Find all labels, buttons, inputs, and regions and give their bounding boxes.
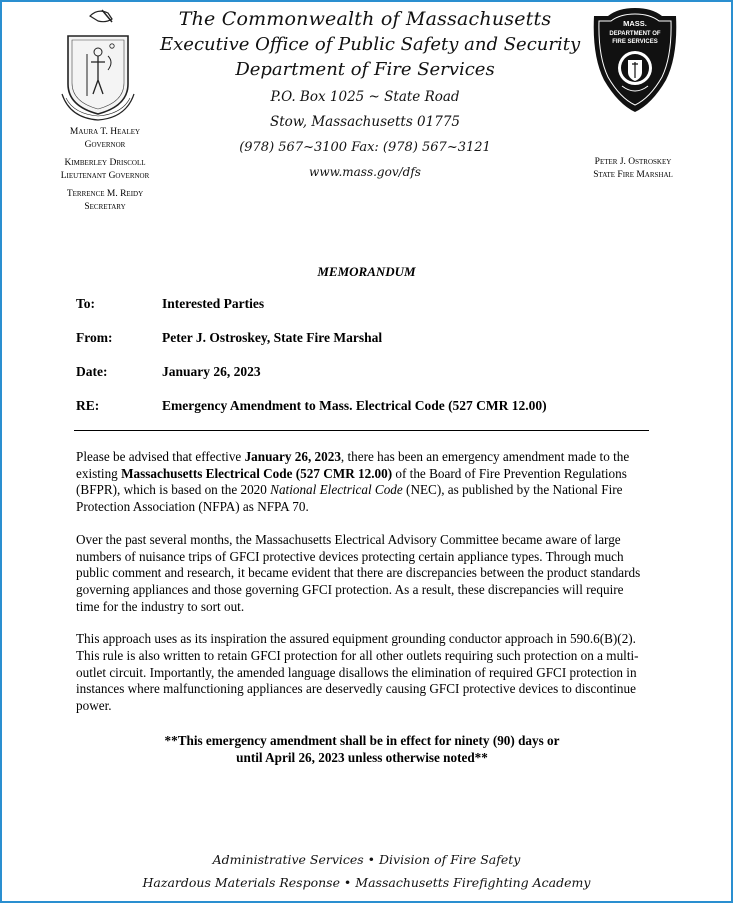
p1-text: of the Board of Fire Prevention Regulations (BFPR), which is based on the 2020	[76, 465, 627, 498]
memo-body	[76, 449, 648, 731]
memo-to-row	[76, 296, 264, 312]
badge-line3-text: FIRE SERVICES	[612, 39, 658, 45]
official-title: Governor	[84, 140, 126, 150]
p1-text: (NEC), as published by the National Fire Protection Association (NFPA) as NFPA 70.	[76, 482, 623, 515]
official-title: State Fire Marshal	[593, 170, 673, 180]
official-name: Maura T. Healey	[69, 127, 141, 137]
memo-from-label: From:	[76, 330, 113, 345]
official-title: Lieutenant Governor	[60, 171, 150, 181]
memo-from-value: Peter J. Ostroskey, State Fire Marshal	[162, 330, 383, 345]
official-title: Secretary	[84, 202, 126, 212]
divider	[74, 430, 649, 431]
officials-list	[40, 126, 170, 219]
office-title: Executive Office of Public Safety and Security	[160, 34, 581, 55]
footer-line-1: Administrative Services • Division of Fire Safety	[212, 852, 521, 867]
p1-text: Please be advised that effective	[76, 449, 245, 464]
p1-text: , there has been an emergency amendment made to the existing	[76, 449, 630, 481]
official-secretary	[40, 188, 170, 214]
paragraph-1	[76, 449, 648, 516]
official-lt-governor	[40, 157, 170, 183]
letterhead	[160, 6, 581, 184]
paragraph-3: This approach uses as its inspiration the assured equipment grounding conductor approach in 590.6(B)(2). This rule is also written to retain GFCI protection for all other outlets requiring such protection on a multi-outlet circuit. Importantly, the amended language disallows the elimination of required GFCI protection in instances where malfunctioning appliances are deservedly causing GFCI protective devices to discontinue power.	[76, 631, 639, 714]
department-title: Department of Fire Services	[235, 59, 495, 80]
official-name: Kimberley Driscoll	[64, 158, 146, 168]
phone-fax: (978) 567~3100 Fax: (978) 567~3121	[239, 140, 491, 155]
notice-line-1: **This emergency amendment shall be in effect for ninety (90) days or	[164, 733, 560, 748]
effective-notice	[76, 733, 648, 766]
memo-re-row	[76, 398, 547, 414]
memo-re-label: RE:	[76, 398, 100, 413]
fire-services-badge-icon	[592, 6, 678, 114]
memo-from-row	[76, 330, 382, 346]
paragraph-2: Over the past several months, the Massachusetts Electrical Advisory Committee became aware of large numbers of nuisance trips of GFCI protective devices protecting certain appliance types. Through much public comment and research, it became evident that there are discrepancies between the product standards governing appliances and those governing GFCI protection. As a result, these discrepancies will require time for the industry to sort out.	[76, 531, 641, 614]
po-box: P.O. Box 1025 ~ State Road	[270, 89, 460, 105]
memo-date-value: January 26, 2023	[162, 364, 261, 379]
notice-line-2: until April 26, 2023 unless otherwise noted**	[236, 749, 488, 765]
official-governor	[40, 126, 170, 152]
memo-title: MEMORANDUM	[317, 264, 416, 279]
city-address: Stow, Massachusetts 01775	[270, 114, 460, 130]
badge-top-text: MASS.	[623, 19, 647, 28]
memo-to-value: Interested Parties	[162, 296, 265, 311]
p1-nec-name: National Electrical Code	[270, 482, 403, 498]
official-name: Peter J. Ostroskey	[594, 157, 672, 167]
official-name: Terrence M. Reidy	[66, 189, 144, 199]
memo-to-label: To:	[76, 296, 96, 311]
official-fire-marshal	[578, 156, 688, 182]
memo-re-value: Emergency Amendment to Mass. Electrical Code (527 CMR 12.00)	[162, 398, 547, 413]
footer	[0, 848, 733, 894]
commonwealth-title: The Commonwealth of Massachusetts	[178, 8, 552, 30]
memo-date-label: Date:	[76, 364, 108, 379]
footer-line-2: Hazardous Materials Response • Massachusetts Firefighting Academy	[142, 875, 591, 890]
p1-effective-date: January 26, 2023	[244, 449, 341, 464]
memo-date-row	[76, 364, 261, 380]
website: www.mass.gov/dfs	[309, 165, 421, 179]
massachusetts-seal-icon	[60, 6, 136, 122]
badge-line2-text: DEPARTMENT OF	[609, 31, 661, 37]
p1-code-name: Massachusetts Electrical Code (527 CMR 12.00)	[121, 465, 393, 481]
